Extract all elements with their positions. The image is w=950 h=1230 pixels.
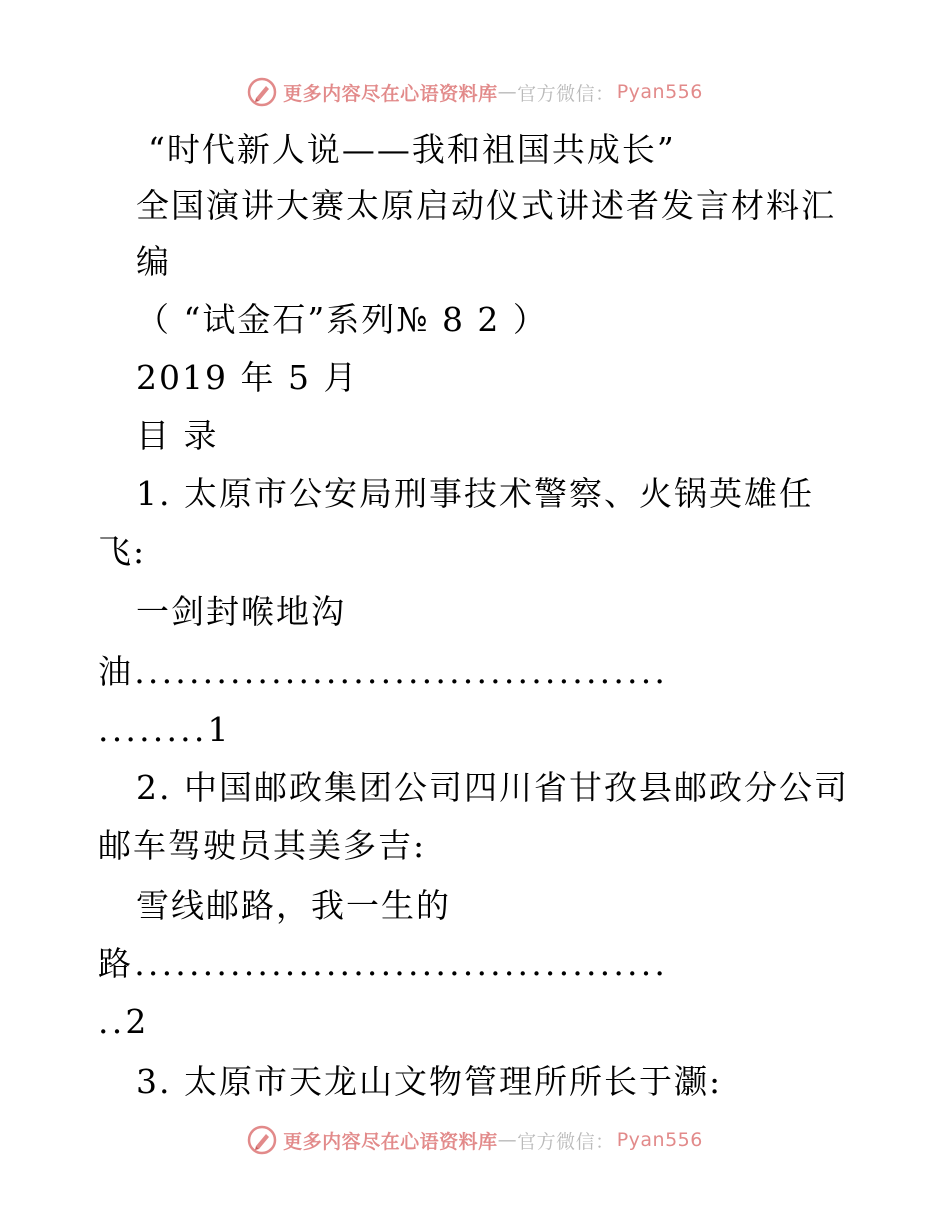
watermark-header: [0, 72, 950, 112]
watermark-id: Pyan556: [616, 1129, 703, 1151]
toc-entry-heading: 2. 中国邮政集团公司四川省甘孜县邮政分公司: [136, 768, 849, 807]
watermark-main-text: 更多内容尽在心语资料库: [283, 82, 498, 105]
watermark-footer: [0, 1120, 950, 1160]
watermark-label: 官方微信：: [517, 1130, 615, 1153]
watermark-separator: —: [497, 81, 518, 103]
title-line-3: 编: [136, 242, 171, 281]
toc-entry-page: ..2: [98, 1002, 150, 1041]
toc-entry-heading: 1. 太原市公安局刑事技术警察、火锅英雄任: [136, 474, 814, 513]
title-line-1: “时代新人说——我和祖国共成长”: [148, 130, 676, 169]
watermark-separator: —: [497, 1129, 518, 1151]
toc-entry-page: ........1: [98, 710, 232, 749]
toc-entry-subtitle: 一剑封喉地沟: [136, 592, 346, 631]
toc-heading: 目 录: [136, 416, 219, 455]
watermark-main-text: 更多内容尽在心语资料库: [283, 1130, 498, 1153]
watermark-id: Pyan556: [616, 81, 703, 103]
toc-entry-leader: 油.......................................: [98, 652, 669, 691]
toc-entry-leader: 路.......................................: [98, 944, 669, 983]
toc-entry-heading-cont: 飞:: [98, 532, 147, 571]
pen-logo-icon: [247, 1125, 277, 1155]
toc-entry-subtitle: 雪线邮路，我一生的: [136, 886, 451, 925]
toc-entry-heading: 3. 太原市天龙山文物管理所所长于灏:: [136, 1062, 723, 1101]
date-line: 2019 年 5 月: [136, 358, 359, 397]
toc-entry-heading-cont: 邮车驾驶员其美多吉:: [98, 826, 427, 865]
watermark-label: 官方微信：: [517, 82, 615, 105]
series-line: （ “试金石”系列№ 8 2 ）: [136, 300, 548, 339]
title-line-2: 全国演讲大赛太原启动仪式讲述者发言材料汇: [136, 186, 836, 225]
pen-logo-icon: [247, 77, 277, 107]
